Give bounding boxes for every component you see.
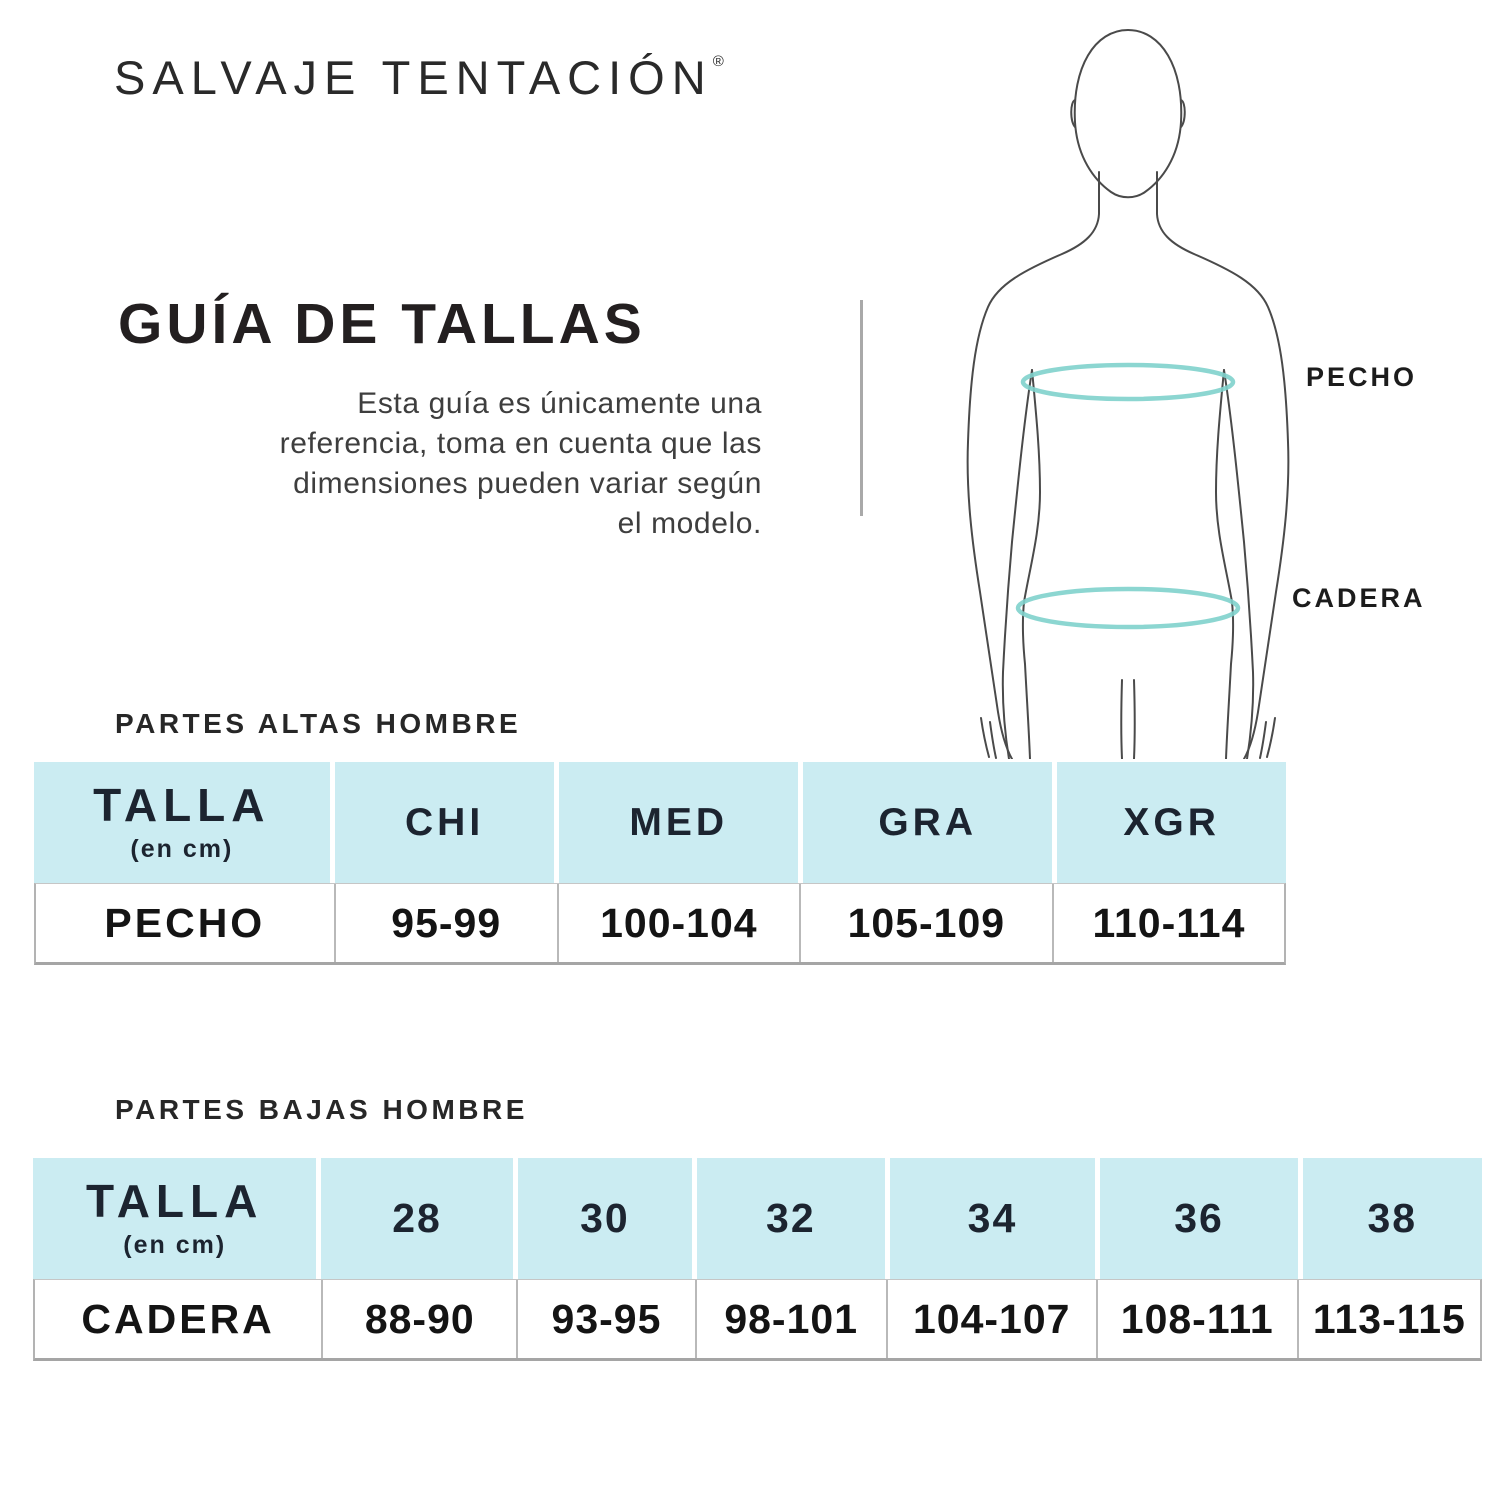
male-body-outline-illustration [950, 22, 1310, 759]
chest-value-xgr: 110-114 [1092, 899, 1246, 946]
chest-label: PECHO [1306, 362, 1418, 392]
intro-description-line: Esta guía es únicamente una [357, 387, 762, 420]
bottoms-size-table [33, 1158, 1482, 1361]
chest-measure-band [1023, 365, 1233, 399]
bottoms-header-28: 28 [321, 1158, 512, 1279]
tops-size-table [34, 762, 1286, 965]
hip-label: CADERA [1292, 583, 1426, 613]
bottoms-header-32: 32 [697, 1158, 884, 1279]
tops-header-xgr: XGR [1057, 762, 1286, 883]
torso-left-outline [1023, 370, 1040, 759]
intro-description-line: dimensiones pueden variar según [293, 467, 762, 500]
page-title: GUÍA DE TALLAS [118, 292, 646, 356]
tops-header-size [34, 762, 330, 883]
torso-right-outline [1216, 370, 1233, 759]
bottoms-table-header-row [33, 1158, 1482, 1279]
section-title-tops: PARTES ALTAS HOMBRE [115, 708, 522, 739]
tops-header-chi: CHI [335, 762, 555, 883]
vertical-divider [860, 300, 863, 516]
size-unit: (en cm) [130, 835, 234, 863]
bottoms-header-size [33, 1158, 316, 1279]
tops-table-data-row [34, 883, 1286, 965]
hip-value-38: 113-115 [1312, 1295, 1466, 1342]
section-title-bottoms: PARTES BAJAS HOMBRE [115, 1094, 528, 1125]
size-label: TALLA [93, 779, 271, 831]
tops-header-med: MED [559, 762, 798, 883]
bottoms-header-38: 38 [1303, 1158, 1482, 1279]
hip-value-32: 98-101 [697, 1280, 888, 1358]
chest-value-gra: 105-109 [801, 884, 1054, 962]
hip-value-28: 88-90 [323, 1280, 518, 1358]
bottoms-header-34: 34 [890, 1158, 1096, 1279]
size-unit: (en cm) [123, 1231, 227, 1259]
trademark-symbol: ® [712, 53, 724, 70]
chest-value-chi: 95-99 [336, 884, 559, 962]
inner-leg-left-outline [1121, 680, 1122, 759]
bottoms-table-data-row [33, 1279, 1482, 1361]
hand-left-fingers [981, 718, 996, 758]
tops-table-header-row [34, 762, 1286, 883]
hip-value-34: 104-107 [888, 1280, 1098, 1358]
inner-leg-right-outline [1134, 680, 1135, 759]
size-label: TALLA [86, 1175, 264, 1227]
body-left-outline [968, 172, 1099, 759]
hip-value-36: 108-111 [1098, 1280, 1299, 1358]
body-right-outline [1157, 172, 1288, 759]
hip-measure-band [1018, 589, 1238, 627]
hand-right-fingers [1260, 718, 1275, 758]
bottoms-header-36: 36 [1100, 1158, 1297, 1279]
intro-description-line: referencia, toma en cuenta que las [279, 427, 762, 460]
tops-header-gra: GRA [803, 762, 1052, 883]
head-outline [1075, 30, 1182, 197]
hip-value-30: 93-95 [518, 1280, 696, 1358]
bottoms-header-30: 30 [518, 1158, 693, 1279]
intro-description [82, 384, 762, 544]
brand-name: SALVAJE TENTACIÓN [114, 51, 713, 104]
brand-logo [114, 50, 724, 105]
row-label-chest: PECHO [36, 884, 336, 962]
row-label-hip: CADERA [35, 1280, 323, 1358]
chest-value-med: 100-104 [559, 884, 801, 962]
intro-description-line: el modelo. [617, 507, 762, 540]
